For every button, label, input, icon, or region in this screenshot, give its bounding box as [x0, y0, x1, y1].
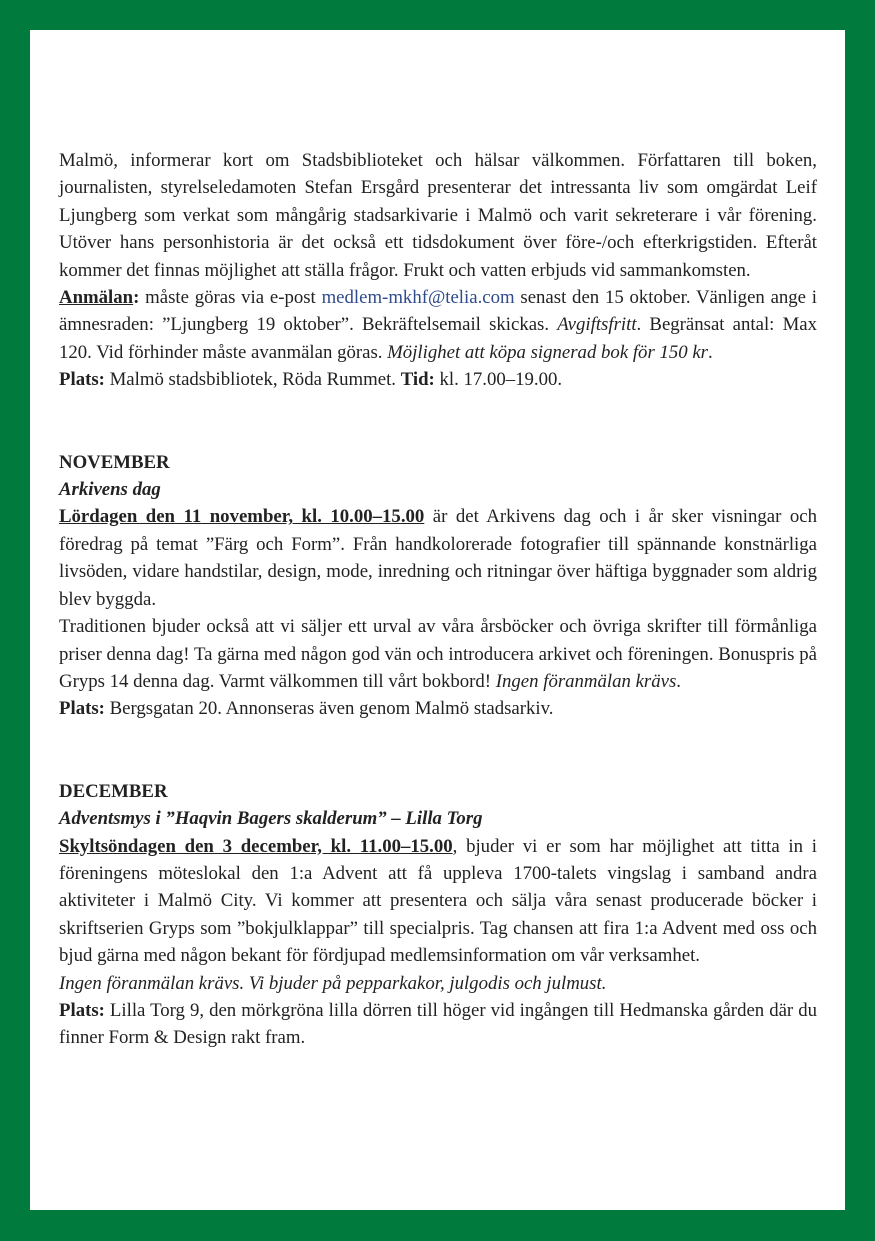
october-intro: Malmö, informerar kort om Stadsbiblioteket och hälsar välkommen. Författaren till boken, journalisten, styrelseledamoten Stefan Ersgård presenterar det intressanta liv som omgärdat Leif Ljungberg som verkat som mångårig stadsarkivarie i Malmö och varit sekreterare i vår förening. Utöver hans personhistoria är det också ett tidsdokument över före-/och efterkrigstiden. Efteråt kommer det finnas möjlighet att ställa frågor. Frukt och vatten erbjuds vid sammankomsten. — [59, 150, 817, 281]
november-date: Lördagen den 11 november, kl. 10.00–15.00 — [59, 506, 425, 528]
november-subtitle: Arkivens dag — [59, 479, 161, 501]
page — [30, 30, 845, 1210]
place-label: Plats: — [59, 698, 105, 720]
december-heading: DECEMBER — [59, 780, 168, 802]
december-date: Skyltsöndagen den 3 december, kl. 11.00–15.00 — [59, 835, 453, 857]
book-note: Möjlighet att köpa signerad bok för 150 kr — [387, 341, 708, 363]
time-label: Tid: — [400, 369, 435, 391]
october-place: Plats: Malmö stadsbibliotek, Röda Rummet. Tid: kl. 17.00–19.00. — [59, 369, 563, 391]
november-place: Plats: Bergsgatan 20. Annonseras även genom Malmö stadsarkiv. — [59, 698, 554, 720]
email-link[interactable]: medlem-mkhf@telia.com — [321, 287, 515, 309]
free-note: Avgiftsfritt — [557, 314, 637, 336]
november-note: Ingen föranmälan krävs — [495, 670, 677, 692]
december-place: Plats: Lilla Torg 9, den mörkgröna lilla dörren till höger vid ingången till Hedmanska gården där du finner Form & Design rakt fram. — [59, 999, 817, 1049]
place-label: Plats: — [59, 999, 105, 1021]
december-text1: Skyltsöndagen den 3 december, kl. 11.00–15.00, bjuder vi er som har möjlighet att titta in i föreningens möteslokal den 1:a Advent att få uppleva 1700-talets vingslag i samband andra aktiviteter i Malmö City. Vi kommer att presentera och sälja våra senast producerade böcker i skriftserien Gryps som ”bokjulklappar” till specialpris. Tag chansen att fira 1:a Advent med oss och bjud gärna med någon bekant för fördjupad medlemsinformation om vår verksamhet. — [59, 835, 817, 967]
december-subtitle: Adventsmys i ”Haqvin Bagers skalderum” – Lilla Torg — [59, 808, 483, 830]
place-label: Plats: — [59, 369, 105, 391]
november-heading: NOVEMBER — [59, 451, 170, 473]
signup-label: Anmälan — [59, 287, 134, 309]
october-signup: Anmälan: måste göras via e-post medlem-mkhf@telia.com senast den 15 oktober. Vänligen ange i ämnesraden: ”Ljungberg 19 oktober”. Bekräftelsemail skickas. Avgiftsfritt. Begränsat antal: Max 120. Vid förhinder måste avanmälan göras. Möjlighet att köpa signerad bok för 150 kr. — [59, 287, 818, 363]
november-text2: Traditionen bjuder också att vi säljer ett urval av våra årsböcker och övriga skrifter till förmånliga priser denna dag! Ta gärna med någon god vän och introducera arkivet och föreningen. Bonuspris på Gryps 14 denna dag. Varmt välkommen till vårt bokbord! Ingen föranmälan krävs. — [59, 616, 817, 692]
december-note: Ingen föranmälan krävs. Vi bjuder på pepparkakor, julgodis och julmust. — [59, 972, 607, 994]
content — [59, 147, 817, 1052]
november-text1: Lördagen den 11 november, kl. 10.00–15.00 är det Arkivens dag och i år sker visningar och föredrag på temat ”Färg och Form”. Från handkolorerade fotografier till spännande konstnärliga livsöden, vidare handstilar, design, mode, inredning och ritningar över häftiga byggnader som aldrig blev byggda. — [59, 506, 817, 610]
